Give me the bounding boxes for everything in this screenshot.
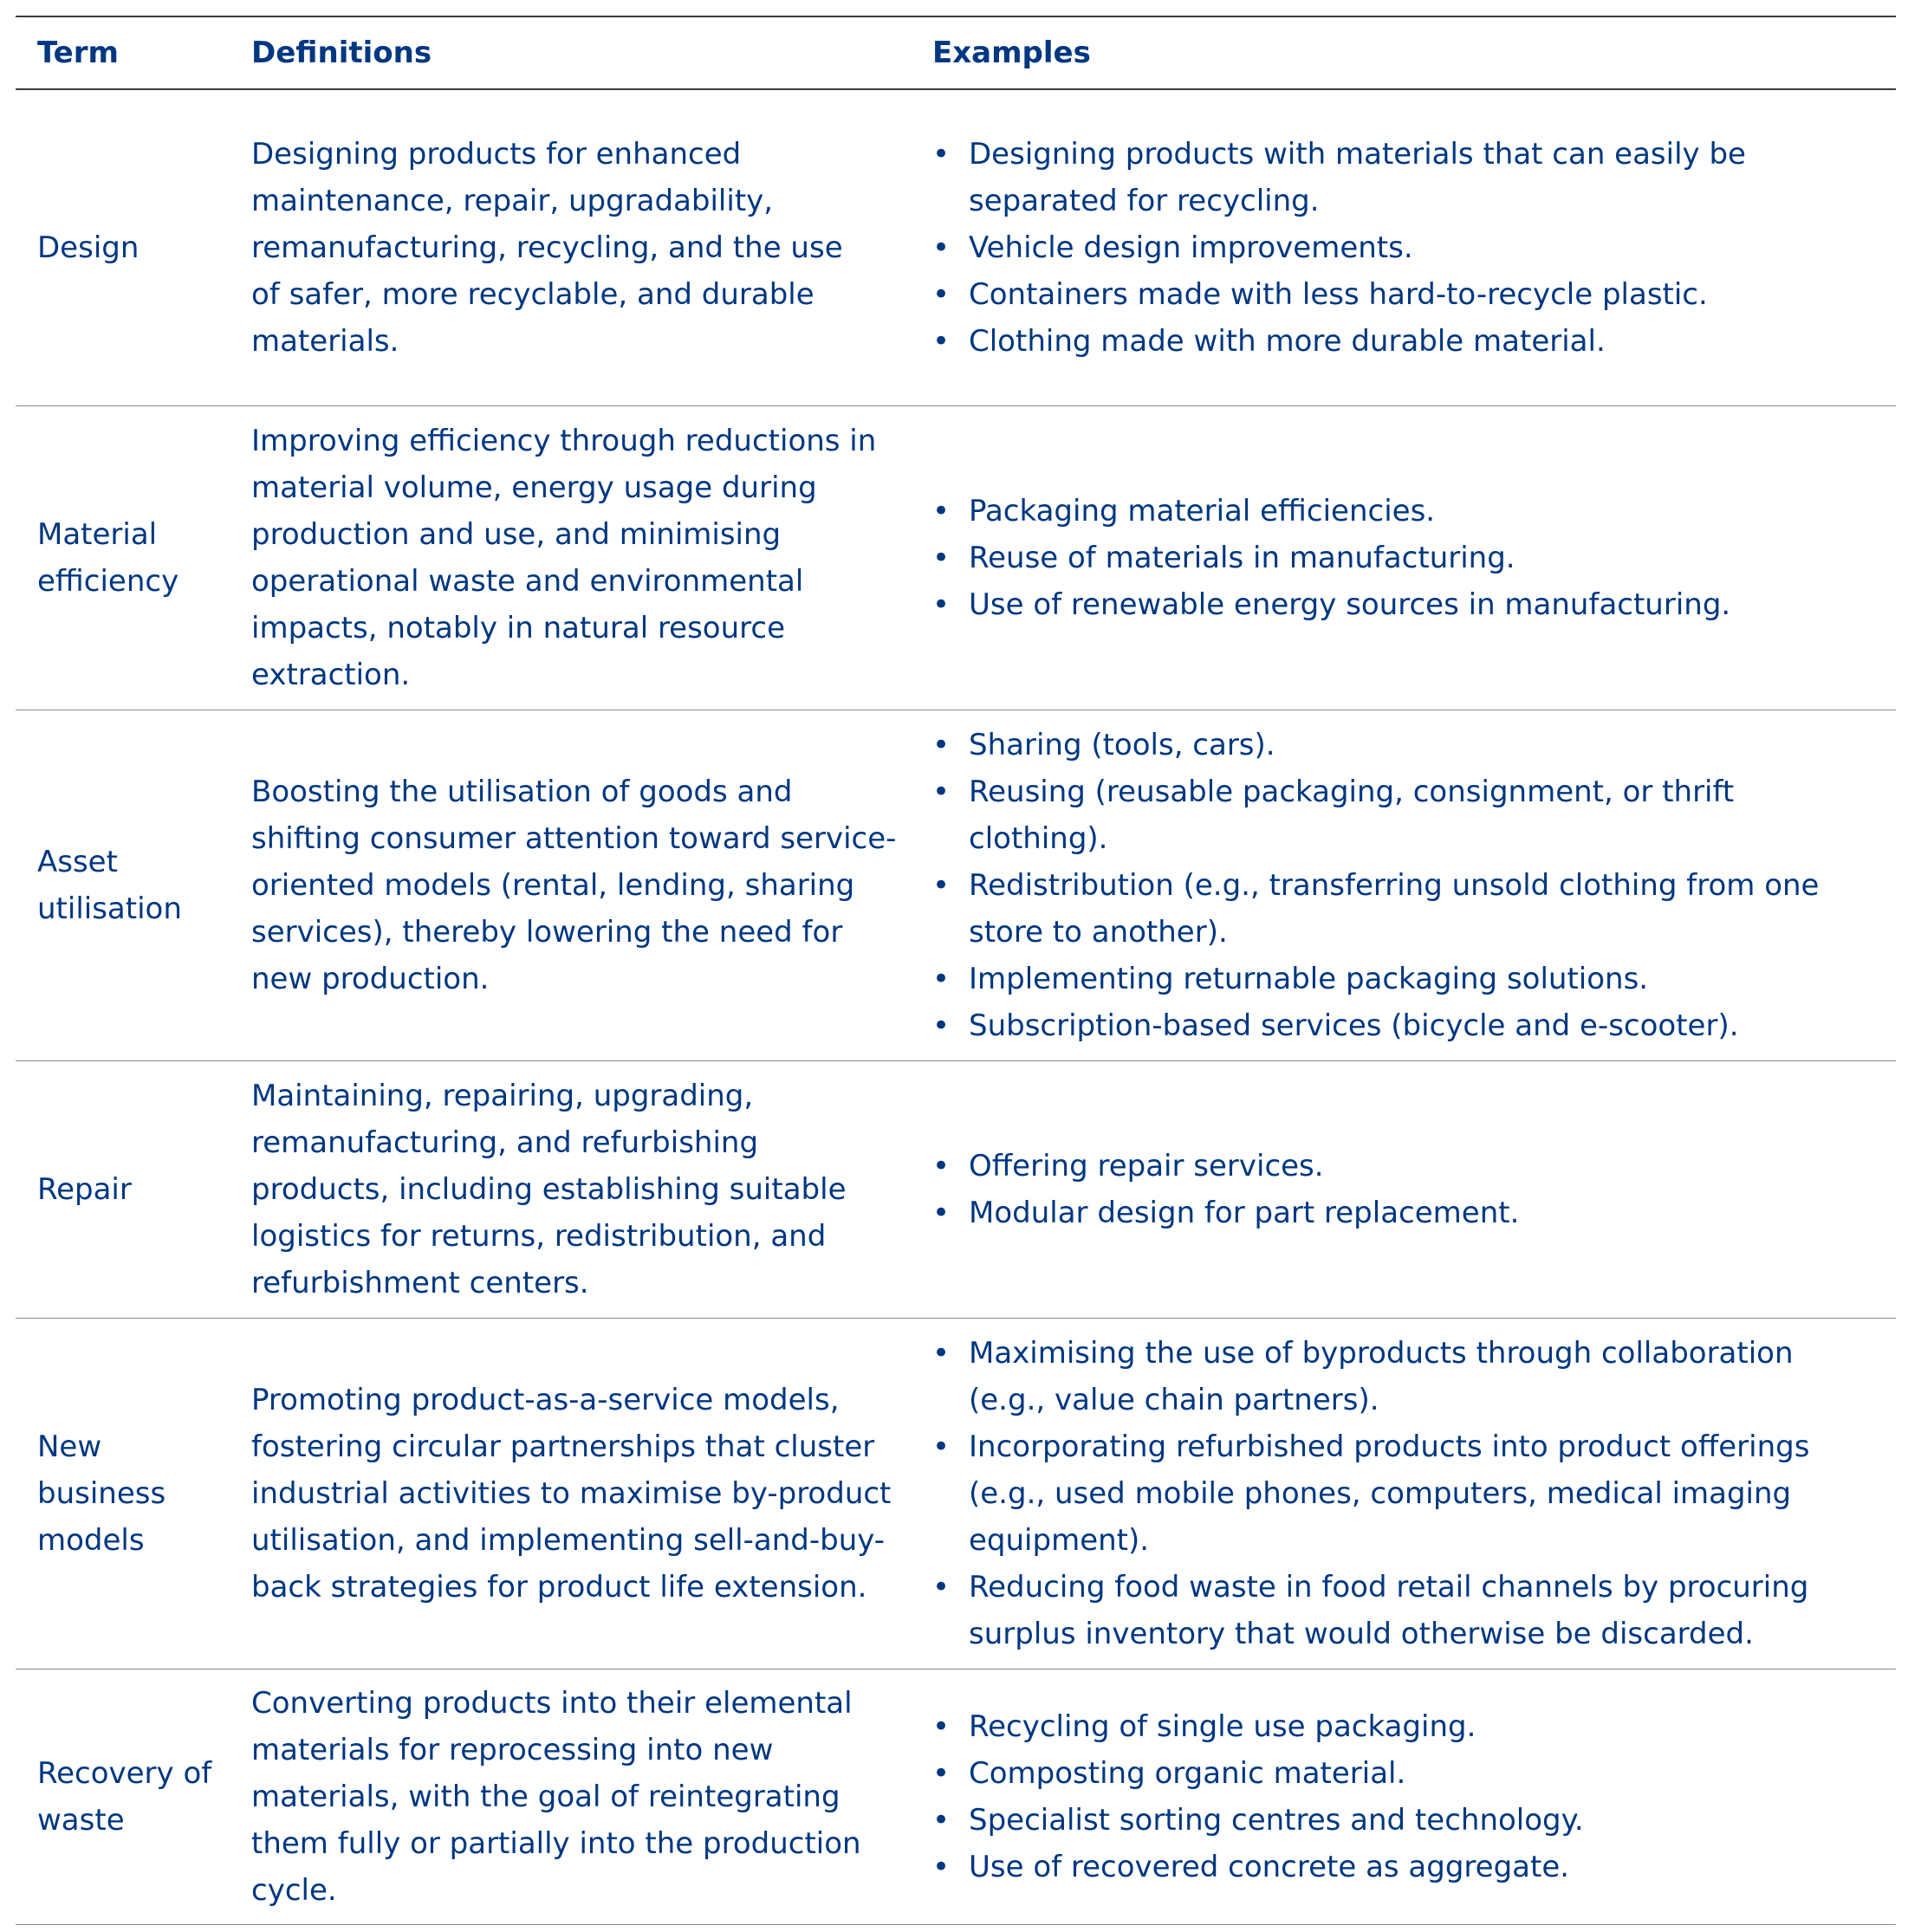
header-term: Term [37,36,119,70]
list-item: • Use of renewable energy sources in manufacturing. [932,581,1879,628]
list-item: • Redistribution (e.g., transferring unsold clothing from one store to another). [932,862,1879,956]
circularity-table [16,16,1896,1925]
list-item: • Offering repair services. [932,1143,1879,1190]
list-item: • Subscription-based services (bicycle and e-scooter). [932,1002,1879,1049]
row-examples [932,488,1896,628]
header-examples: Examples [932,36,1091,70]
list-item: • Specialist sorting centres and technology. [932,1797,1879,1844]
row-term: Repair [37,1172,132,1207]
table-row [16,1061,1896,1319]
list-item: • Maximising the use of byproducts through collaboration (e.g., value chain partners). [932,1330,1879,1423]
list-item: • Implementing returnable packaging solutions. [932,956,1879,1002]
row-term: Material efficiency [37,517,179,599]
row-examples [932,1330,1896,1657]
row-definition: Maintaining, repairing, upgrading, remanufacturing, and refurbishing products, including establishing suitable logistics for returns, redistribution, and refurbishment centers. [251,1079,847,1300]
list-item: • Vehicle design improvements. [932,224,1809,271]
table-header [16,17,1896,90]
list-item: • Use of recovered concrete as aggregate. [932,1844,1879,1890]
table-row [16,90,1896,406]
row-definition: Boosting the utilisation of goods and shifting consumer attention toward service-oriented models (rental, lending, sharing services), thereby lowering the need for new production. [251,775,897,996]
list-item: • Reuse of materials in manufacturing. [932,535,1879,581]
list-item: • Packaging material efficiencies. [932,488,1879,535]
list-item: • Clothing made with more durable material. [932,318,1809,365]
row-definition: Improving efficiency through reductions in material volume, energy usage during production and use, and minimising operational waste and environmental impacts, notably in natural resource extraction. [251,424,877,692]
row-examples [932,722,1896,1049]
table-row [16,1669,1896,1925]
list-item: • Reusing (reusable packaging, consignment, or thrift clothing). [932,768,1879,862]
list-item: • Sharing (tools, cars). [932,722,1879,768]
row-term: New business models [37,1430,166,1558]
row-definition: Converting products into their elemental materials for reprocessing into new materials, with the goal of reintegrating them fully or partially into the production cycle. [251,1686,861,1908]
list-item: • Composting organic material. [932,1750,1879,1797]
list-item: • Designing products with materials that can easily be separated for recycling. [932,131,1809,224]
list-item: • Containers made with less hard-to-recycle plastic. [932,271,1809,318]
row-examples [932,1703,1896,1890]
table-row [16,406,1896,710]
row-term: Recovery of waste [37,1756,212,1838]
list-item: • Incorporating refurbished products into product offerings (e.g., used mobile phones, computers, medical imaging equipment). [932,1423,1879,1564]
row-definition: Promoting product-as-a-service models, fostering circular partnerships that cluster industrial activities to maximise by-product utilisation, and implementing sell-and-buy-back strategies for product life extension. [251,1383,892,1605]
table-row [16,1319,1896,1669]
row-term: Design [37,230,140,265]
header-definitions: Definitions [251,36,432,70]
list-item: • Modular design for part replacement. [932,1190,1879,1236]
list-item: • Reducing food waste in food retail channels by procuring surplus inventory that would otherwise be discarded. [932,1564,1879,1657]
row-term: Asset utilisation [37,845,182,926]
row-examples [932,131,1896,365]
table-row [16,710,1896,1061]
row-examples [932,1143,1896,1236]
list-item: • Recycling of single use packaging. [932,1703,1879,1750]
row-definition: Designing products for enhanced maintenance, repair, upgradability, remanufacturing, recycling, and the use of safer, more recyclable, and durable materials. [251,137,843,359]
